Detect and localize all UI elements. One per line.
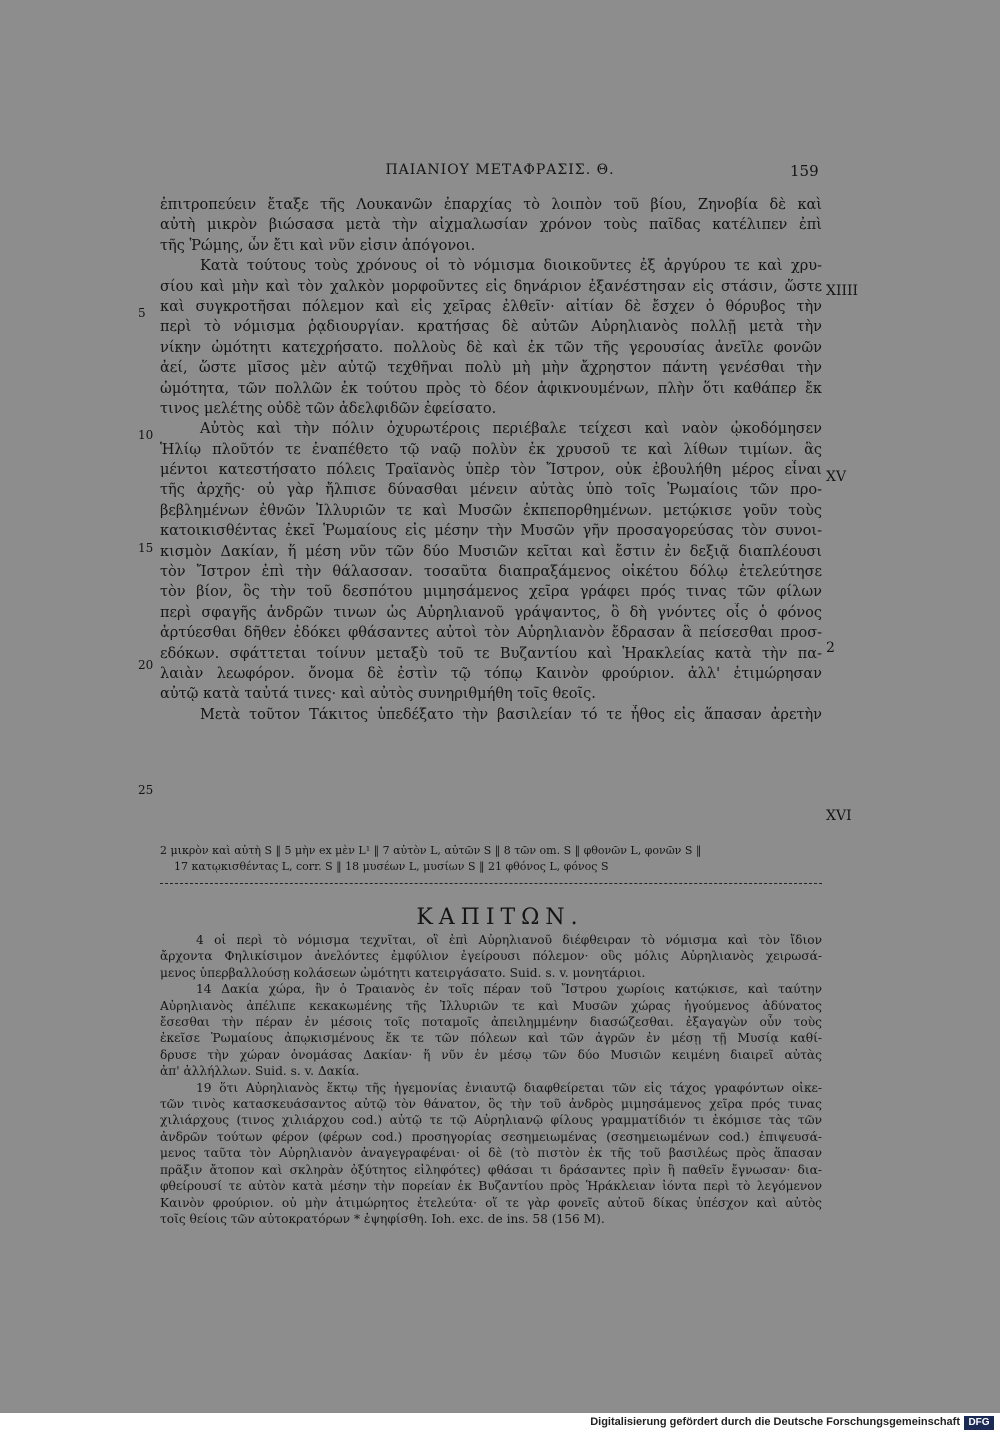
- text-line: ὠμότητα, τῶν πολλῶν ἐκ τούτου πρὸς τὸ δέον ἀφικνουμένων, πλὴν ὅτι καθάπερ ἔκ: [160, 380, 822, 397]
- line-number: 20: [138, 658, 154, 672]
- separator-rule: [160, 883, 822, 884]
- page-number: 159: [790, 162, 819, 180]
- text-line: αὐτὴ μικρὸν βιώσασα μετὰ τὴν αἰχμαλωσίαν χρόνον τοὺς παῖδας κατέλιπεν ἐπὶ: [160, 217, 822, 234]
- text-line: σίου καὶ μὴν καὶ τὸν χαλκὸν μορφοῦντες εἰς δηνάριον ἐξανέστησαν εἰς στάσιν, ὥστε: [160, 278, 822, 295]
- section-title: ΚΑΠΙΤΩΝ.: [416, 905, 584, 930]
- text-line: Κατὰ τούτους τοὺς χρόνους οἱ τὸ νόμισμα διοικοῦντες ἐξ ἀργύρου τε καὶ χρυ-: [200, 258, 822, 275]
- text-line: ἐκεῖσε Ῥωμαίους ἀπῳκισμένους ἔκ τε τῶν πόλεων καὶ τῶν ἀγρῶν ἐν μέσῃ τῇ Μυσίᾳ καθί-: [160, 1031, 822, 1046]
- critical-apparatus: [160, 843, 822, 875]
- text-line: λαιὰν λεωφόρον. ὄνομα δὲ ἐστὶν τῷ τόπῳ Καινὸν φρούριον. ἀλλ' ἐτιμώρησαν: [160, 665, 822, 682]
- text-line: ἀπ' ἀλλήλλων. Suid. s. v. Δακία.: [160, 1064, 360, 1079]
- text-line: καὶ συγκροτῆσαι πόλεμον καὶ εἰς χεῖρας ἐλθεῖν· αἰτίαν δὲ ἔσχεν ὁ θόρυβος τὴν: [160, 298, 822, 315]
- main-text: [160, 195, 822, 725]
- text-line: αὐτῷ κατὰ ταὐτά τινες· καὶ αὐτὸς συνηριθμήθη τοῖς θεοῖς.: [160, 686, 596, 703]
- text-line: ἀεί, ὥστε μῖσος μὲν αὐτῷ τεχθῆναι πολὺ μὴ μὴν ἄχρηστον πάντη γενέσθαι τὴν: [160, 360, 822, 377]
- text-line: δρυσε τὴν χώραν ὀνομάσας Δακίαν· ἥ νῦν ἐν μέσῳ τῶν δύο Μυσιῶν κειμένη διαιρεῖ αὐτὰς: [160, 1047, 822, 1062]
- funding-credit: Digitalisierung gefördert durch die Deutsche Forschungsgemeinschaft: [590, 1416, 960, 1428]
- text-line: Καινὸν φρούριον. οὐ μὴν ἀτιμώρητος ἐτελεύτα· οἵ τε γὰρ φονεῖς αὐτοῦ δίκας ὑπέσχον καὶ αὐτὸς: [160, 1195, 822, 1210]
- section-number: 2: [826, 640, 835, 656]
- text-line: χιλιάρχους (τινος χιλιάρχου cod.) αὐτῷ τε τῷ Αὐρηλιανῷ φίλους γραμματίδιόν τι ἐκόμισε τὰς τῶν: [160, 1113, 822, 1128]
- text-line: τινος μελέτης οὐδὲ τῶν ἀδελφιδῶν ἐφείσατο.: [160, 400, 497, 417]
- chapter-number: XIIII: [826, 283, 859, 299]
- text-line: ἄρχοντα Φηλικίσιμον ἀνελόντες ἐμφύλιον ἐγείρουσι πόλεμον· οὓς μόλις Αὐρηλιανὸς χειρωσά-: [160, 949, 822, 964]
- text-line: Αὐρηλιανὸς ἀπέλιπε κεκακωμένης τῆς Ἰλλυριῶν τε καὶ Μυσῶν χώρας ἡγούμενος ἀδύνατος: [160, 998, 822, 1013]
- text-line: τὸν Ἴστρον ἐπὶ τὴν θάλασσαν. τοσαῦτα διαπραξάμενος οἰκέτου δόλῳ ἐτελεύτησε: [160, 564, 822, 581]
- text-line: Ἡλίῳ πλοῦτόν τε ἐναπέθετο τῷ ναῷ πολὺν ἐκ χρυσοῦ τε καὶ λίθων τιμίων. ἃς: [160, 441, 822, 458]
- text-line: κατοικισθέντας ἐκεῖ Ῥωμαίους εἰς μέσην τὴν Μυσῶν γῆν προσαγορεύσας τὸν συνοι-: [160, 523, 822, 540]
- text-line: εδόκων. σφάττεται τοίνυν μεταξὺ τοῦ τε Βυζαντίου καὶ Ἡρακλείας κατὰ τὴν πα-: [160, 645, 822, 662]
- apparatus-line: 17 κατῳκισθέντας L, corr. S ‖ 18 μυσέων L, μυσίων S ‖ 21 φθόνος L, φόνος S: [174, 860, 609, 873]
- line-number: 15: [138, 541, 154, 555]
- text-line: τὸν βίον, ὃς τὴν τοῦ δεσπότου μιμησάμενος χεῖρα γράφει πρός τινας τῶν φίλων: [160, 584, 822, 601]
- apparatus-line: 2 μικρὸν καὶ αὐτὴ S ‖ 5 μὴν ex μὲν L¹ ‖ 7 αὐτὸν L, αὐτῶν S ‖ 8 τῶν om. S ‖ φθονῶν L, φονῶν S ‖: [160, 844, 702, 857]
- line-number: 10: [138, 428, 154, 442]
- text-line: μενος ταῦτα τὸν Αὐρηλιανὸν ἀναγεγραφέναι· οἱ δὲ (τὸ πιστὸν ἐκ τῆς τοῦ βασιλέως πρὸς ἅπασαν: [160, 1146, 822, 1161]
- text-line: τῆς ἀρχῆς· οὐ γὰρ ἤλπισε δύνασθαι μένειν αὐτὰς ὑπὸ τοῖς Ῥωμαίοις τῶν προ-: [160, 482, 822, 499]
- dfg-logo: DFG: [964, 1416, 994, 1430]
- footer-bar: [0, 1413, 1000, 1434]
- text-line: περὶ τὸ νόμισμα ῥᾳδιουργίαν. κρατήσας δὲ αὐτῶν Αὐρηλιανὸς πολλῇ μετὰ τὴν: [160, 319, 822, 336]
- text-line: φθείρουσί τε αὐτὸν κατὰ μέσην τὴν πορείαν ἐκ Βυζαντίου πρὸς Ἡράκλειαν ἰόντα περὶ τὸ λεγόμενον: [160, 1179, 822, 1194]
- text-line: πρᾶξιν ἄτοπον καὶ σκληρὰν ὀξύτητος εἰληφότες) φθάσαι τι δράσαντες πρὶν ἢ παθεῖν ἔγνωσαν· δια-: [160, 1162, 822, 1177]
- text-line: περὶ σφαγῆς ἀνδρῶν τινων ὡς Αὐρηλιανοῦ γράψαντος, ὃ δὴ γνόντες οἷς ὁ φόνος: [160, 604, 822, 621]
- text-line: τοῖς θείοις τῶν αὐτοκρατόρων * ἐψηφίσθη. Ioh. exc. de ins. 58 (156 M).: [160, 1211, 605, 1226]
- text-line: μέντοι κατεστήσατο πόλεις Τραϊανὸς ὑπὲρ τὸν Ἴστρον, οὐκ ἐβουλήθη μέρος εἶναι: [160, 462, 822, 479]
- line-number: 25: [138, 783, 154, 797]
- text-line: 14 Δακία χώρα, ἣν ὁ Τραιανὸς ἐν τοῖς πέραν τοῦ Ἴστρου χωρίοις κατῴκισε, καὶ ταύτην: [196, 982, 822, 997]
- kapiton-text: [160, 932, 822, 1227]
- running-header: ΠΑΙΑΝΙΟΥ ΜΕΤΑΦΡΑΣΙΣ. Θ.: [385, 162, 615, 178]
- text-line: νίκην ὠμότητι κατεχρήσατο. πολλοὺς δὲ καὶ ἐκ τῶν τῆς γερουσίας ἀνεῖλε φονῶν: [160, 339, 822, 356]
- text-line: ἔσεσθαι τὴν πέραν ἐν μέσοις τοῖς ποταμοῖς ἀπειλημμένην διασώζεσθαι. ἐξαγαγὼν οὖν τοὺς: [160, 1015, 822, 1030]
- text-line: τῆς Ῥώμης, ὧν ἔτι καὶ νῦν εἰσιν ἀπόγονοι.: [160, 237, 476, 254]
- text-line: Αὐτὸς καὶ τὴν πόλιν ὀχυρωτέροις περιέβαλε τείχεσι καὶ ναὸν ᾠκοδόμησεν: [200, 421, 822, 438]
- text-line: 4 οἱ περὶ τὸ νόμισμα τεχνῖται, οἳ ἐπὶ Αὐρηλιανοῦ διέφθειραν τὸ νόμισμα καὶ τὸν ἴδιον: [196, 933, 822, 947]
- text-line: ἀνδρῶν τούτων φέρον (φέρων cod.) προσηγορίας σεσημειωμένας (σεσημειωμένων cod.) ἐπιψευσά-: [160, 1129, 822, 1144]
- text-line: μενος ὑπερβαλλούσῃ κολάσεων ὠμότητι κατειργάσατο. Suid. s. v. μονητάριοι.: [160, 965, 646, 980]
- text-line: Μετὰ τοῦτον Τάκιτος ὑπεδέξατο τὴν βασιλείαν τό τε ἦθος εἰς ἅπασαν ἀρετὴν: [200, 706, 822, 723]
- chapter-number: XV: [826, 469, 847, 485]
- text-line: τῶν τινὸς κατασκευάσαντος αὐτῷ τὸν θάνατον, ὃς τὴν τοῦ ἀνδρὸς μιμησάμενος χεῖρα πρός τινας: [160, 1097, 822, 1112]
- text-line: κισμὸν Δακίαν, ἥ μέση νῦν τῶν δύο Μυσιῶν κεῖται καὶ ἔστιν ἐν δεξιᾷ διαπλέουσι: [160, 543, 822, 560]
- text-line: ἀρτύεσθαι δῆθεν ἐδόκει φθάσαντες αὐτοὶ τὸν Αὐρηλιανὸν ἔδρασαν ἃ πείσεσθαι προσ-: [160, 625, 822, 642]
- text-line: 19 ὅτι Αὐρηλιανὸς ἕκτῳ τῆς ἡγεμονίας ἐνιαυτῷ διαφθείρεται τῶν εἰς τάχος γραφόντων οἰκε-: [196, 1080, 822, 1095]
- text-line: ἐπιτροπεύειν ἔταξε τῆς Λουκανῶν ἐπαρχίας τὸ λοιπὸν τοῦ βίου, Ζηνοβία δὲ καὶ: [160, 197, 822, 213]
- chapter-number: XVI: [826, 808, 852, 824]
- text-line: βεβλημένων ἐθνῶν Ἰλλυριῶν τε καὶ Μυσῶν ἐκπεπορθημένων. μετῴκισε γοῦν τοὺς: [160, 502, 822, 519]
- line-number: 5: [138, 306, 146, 320]
